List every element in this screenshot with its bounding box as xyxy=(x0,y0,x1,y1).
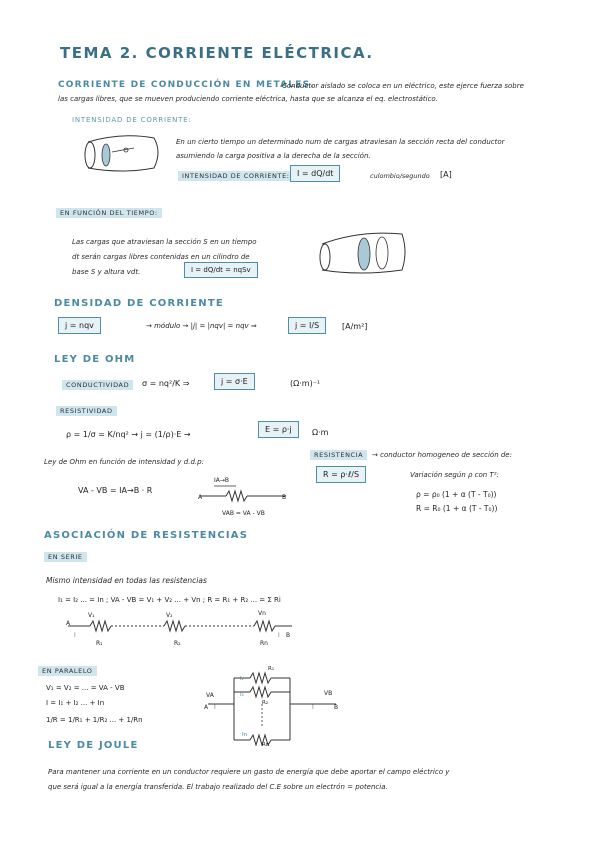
intensidad-unit: [A] xyxy=(440,170,452,179)
par-vb: VB xyxy=(324,690,333,697)
serie-label: EN SERIE xyxy=(44,552,87,562)
serie-r2: R₂ xyxy=(174,640,181,647)
paralelo-circuit xyxy=(204,668,344,746)
intensidad-text-b: asumiendo la carga positiva a la derecha de la sección. xyxy=(176,152,371,160)
intensidad-text-a: En un cierto tiempo un determinado num de cargas atraviesan la sección recta del conductor xyxy=(176,138,505,146)
ohm-diag-b: B xyxy=(282,494,287,501)
serie-i-right: I xyxy=(278,632,280,639)
par-i2: I₂ xyxy=(240,692,244,698)
densidad-mid: → módulo → |j| = |nqv| = nqv ⇒ xyxy=(146,322,257,330)
densidad-box-1: j = nqv xyxy=(58,317,101,334)
resistencia-box: R = ρ·ℓ/S xyxy=(316,466,366,483)
joule-text-b: que será igual a la energía transferida. El trabajo realizado del C.E sobre un electrón = potencia. xyxy=(48,783,388,791)
conductividad-unit: (Ω·m)⁻¹ xyxy=(290,379,321,388)
serie-v1: V₁ xyxy=(88,612,95,619)
conductor-diagram-2 xyxy=(316,226,408,280)
tiempo-text-c: base S y altura vdt. xyxy=(72,268,141,276)
intensidad-formula: I = dQ/dt xyxy=(290,165,340,182)
serie-formula: I₁ = I₂ ... = In ; VA - VB = V₁ + V₂ ... + Vn ; R = R₁ + R₂ ... = Σ Ri xyxy=(58,596,281,604)
page-title: TEMA 2. CORRIENTE ELÉCTRICA. xyxy=(60,44,374,62)
resistividad-box: E = ρ·j xyxy=(258,421,299,438)
resistencia-text: → conductor homogeneo de sección de: xyxy=(372,451,512,459)
paralelo-1: V₁ = V₂ = ... = VA - VB xyxy=(46,684,125,692)
serie-b: B xyxy=(286,632,291,639)
tiempo-formula: I = dQ/dt = nqSv xyxy=(184,262,258,278)
par-rn: Rn xyxy=(262,742,270,748)
serie-rn: Rn xyxy=(260,640,268,647)
heading-asociacion: ASOCIACIÓN DE RESISTENCIAS xyxy=(44,530,249,541)
serie-vn: Vn xyxy=(258,610,266,617)
conductividad-label: CONDUCTIVIDAD xyxy=(62,380,133,390)
densidad-unit: [A/m²] xyxy=(342,322,368,331)
conductividad-formula: σ = nq²/K ⇒ xyxy=(142,379,190,388)
serie-r1: R₁ xyxy=(96,640,103,647)
heading-ohm: LEY DE OHM xyxy=(54,354,136,365)
intensidad-unit-text: culombio/segundo xyxy=(370,172,430,180)
par-a: A xyxy=(204,704,209,711)
par-r1: R₁ xyxy=(268,666,275,672)
resistividad-unit: Ω·m xyxy=(312,428,329,437)
variacion-2: R = R₀ (1 + α (T - T₀)) xyxy=(416,504,498,513)
conductividad-box: j = σ·E xyxy=(214,373,255,390)
resistividad-formula: ρ = 1/σ = K/nq² → j = (1/ρ)·E → xyxy=(66,430,191,439)
par-b: B xyxy=(334,704,339,711)
serie-v2: V₂ xyxy=(166,612,173,619)
variacion-1: ρ = ρ₀ (1 + α (T - T₀)) xyxy=(416,490,497,499)
par-in: In xyxy=(242,732,248,738)
conductor-diagram-1 xyxy=(82,128,162,180)
ohm-fn-formula: VA - VB = IA→B · R xyxy=(78,486,153,495)
heading-intensidad: INTENSIDAD DE CORRIENTE: xyxy=(72,116,192,124)
densidad-box-2: j = I/S xyxy=(288,317,326,334)
heading-joule: LEY DE JOULE xyxy=(48,740,139,751)
ohm-diag-i: IA→B xyxy=(214,477,230,484)
paralelo-label: EN PARALELO xyxy=(38,666,97,676)
joule-text-a: Para mantener una corriente en un conductor requiere un gasto de energía que debe aportar el campo eléctrico y xyxy=(48,768,450,776)
heading-conduccion: CORRIENTE DE CONDUCCIÓN EN METALES. xyxy=(58,80,315,90)
par-r2: R₂ xyxy=(262,700,269,706)
serie-text: Mismo intensidad en todas las resistencias xyxy=(46,576,207,585)
ohm-diag-v: VAB = VA - VB xyxy=(222,510,265,517)
par-i1: I₁ xyxy=(240,676,244,682)
tiempo-text-a: Las cargas que atraviesan la sección S en un tiempo xyxy=(72,238,257,246)
resistividad-label: RESISTIVIDAD xyxy=(56,406,117,416)
intensidad-label: INTENSIDAD DE CORRIENTE: xyxy=(178,171,294,181)
tiempo-text-b: dt serán cargas libres contenidas en un cilindro de xyxy=(72,253,250,261)
paralelo-3: 1/R = 1/R₁ + 1/R₂ ... + 1/Rn xyxy=(46,716,143,724)
par-va: VA xyxy=(206,692,214,699)
paralelo-2: I = I₁ + I₂ ... + In xyxy=(46,699,105,707)
conduccion-text-a: Conductor aislado se coloca en un eléctrico, este ejerce fuerza sobre xyxy=(282,82,524,90)
ohm-diag-a: A xyxy=(198,494,203,501)
par-i-right: I xyxy=(312,704,314,711)
heading-densidad: DENSIDAD DE CORRIENTE xyxy=(54,298,224,309)
serie-a: A xyxy=(66,620,71,627)
ohm-fn-text: Ley de Ohm en función de intensidad y d.d.p: xyxy=(44,458,204,466)
par-i-left: I xyxy=(214,704,216,711)
tiempo-label: EN FUNCIÓN DEL TIEMPO: xyxy=(56,208,162,218)
resistencia-label: RESISTENCIA xyxy=(310,450,367,460)
conduccion-text-b: las cargas libres, que se mueven produciendo corriente eléctrica, hasta que se alcanza el eq. electrostático. xyxy=(58,95,438,103)
variacion-text: Variación según ρ con T²: xyxy=(410,471,499,479)
serie-i-left: I xyxy=(74,632,76,639)
